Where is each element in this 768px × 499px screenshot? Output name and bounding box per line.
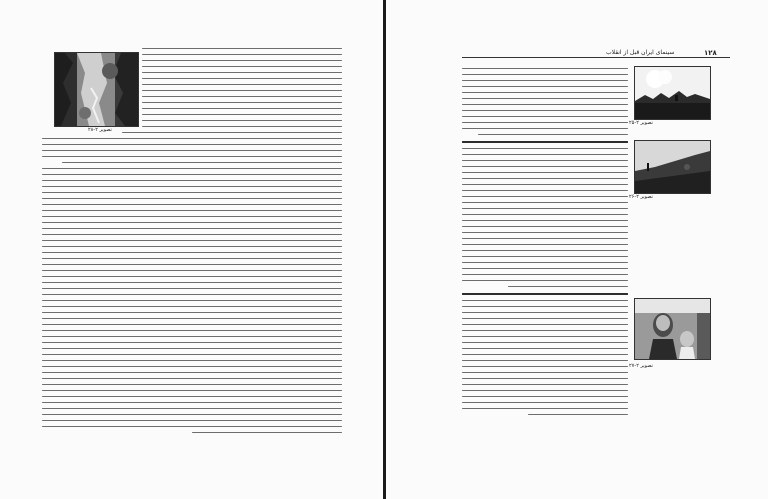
figure-caption: تصویر ۲-۲۶ [629,194,653,200]
landscape-sky-photo [634,66,711,120]
figure-caption: تصویر ۲-۲۵ [629,120,653,126]
portrait-people-photo [634,298,711,360]
running-head: سینمای ایران قبل از انقلاب [606,49,675,56]
left-body-text [42,44,342,440]
hillside-photo [634,140,711,194]
right-body-text [462,62,628,422]
right-page [386,0,768,499]
figure-caption: تصویر ۲-۲۷ [629,363,653,369]
page-number: ۱۲۸ [704,49,717,57]
header-rule [462,57,730,58]
figure-caption: تصویر ۲-۲۸ [88,127,112,133]
